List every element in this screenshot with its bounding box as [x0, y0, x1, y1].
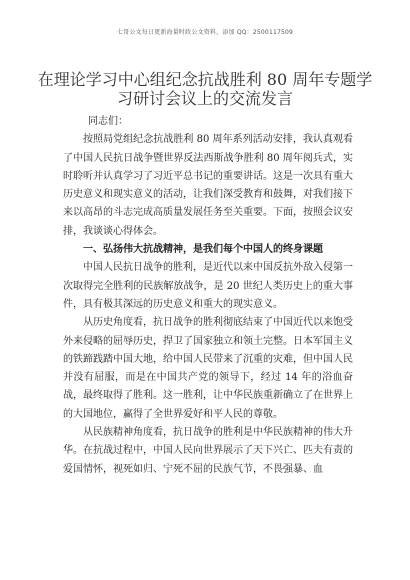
paragraph-4: 从民族精神角度看，抗日战争的胜利是中华民族精神的伟大升华。在抗战过程中，中国人民向世界展示了天下兴亡、匹夫有责的爱国情怀，视死如归、宁死不屈的民族气节，不畏强暴、血 — [63, 427, 353, 475]
section-heading-1: 一、弘扬伟大抗战精神，是我们每个中国人的终身课题 — [83, 244, 323, 256]
header-note: 七哥公文每日更新海量时政公文资料，添加 QQ：2500117509 — [116, 29, 294, 36]
paragraph-2: 中国人民抗日战争的胜利，是近代以来中国反抗外敌入侵第一次取得完全胜利的民族解放战争，是 20 世纪人类历史上的重大事件，具有极其深远的历史意义和重大的现实意义。 — [63, 262, 353, 310]
paragraph-3: 从历史角度看，抗日战争的胜利彻底结束了中国近代以来饱受外来侵略的屈辱历史，捍卫了国家独立和领土完整。日本军国主义的铁蹄践踏中国大地，给中国人民带来了沉重的灾难，但中国人民并没有屈服，而是在中国共产党的领导下，经过 14 年的浴血奋战，最终取得了胜利。这一胜利，让中华民族重新确立了在世界上的大国地位，赢得了全世界爱好和平人民的尊敬。 — [63, 317, 353, 420]
document-body — [63, 113, 353, 479]
paragraph-1: 按照局党组纪念抗战胜利 80 周年系列活动安排，我认真观看了中国人民抗日战争暨世界反法西斯战争胜利 80 周年阅兵式，实时聆听并认真学习了习近平总书记的重要讲话。这是一次具有重大历史意义和现实意义的活动，让我们深受教育和鼓舞，对我们接下来以高昂的斗志完成高质量发展任务至关重要。下面，按照会议安排，我谈谈心得体会。 — [63, 134, 353, 237]
document-title: 在理论学习中心组纪念抗战胜利 80 周年专题学习研讨会议上的交流发言 — [37, 70, 373, 108]
greeting: 同志们： — [88, 116, 128, 127]
